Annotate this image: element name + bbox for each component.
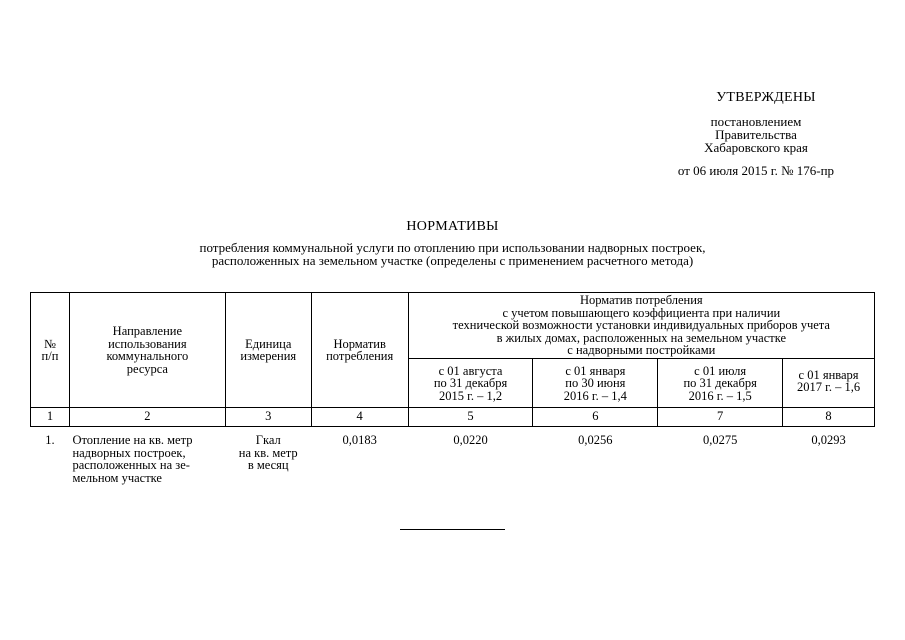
header-coef-line: технической возможности установки индивидуальных приборов учета <box>452 318 830 332</box>
period-line: по 31 декабря <box>683 376 757 390</box>
header-coef-line: с надворными постройками <box>567 343 716 357</box>
header-norm-line: Норматив <box>333 336 386 351</box>
row-direction-line: мельном участке <box>72 470 162 485</box>
footer-divider <box>400 529 505 530</box>
subtitle-line-1: потребления коммунальной услуги по отоплению при использовании надворных построек, <box>199 240 706 255</box>
row-value-2: 0,0256 <box>578 433 613 447</box>
column-number: 2 <box>69 408 225 427</box>
header-coef-line: с учетом повышающего коэффициента при наличии <box>502 305 781 320</box>
header-direction-line: коммунального <box>106 349 189 363</box>
row-unit-line: на кв. метр <box>238 445 298 460</box>
column-number: 5 <box>408 408 533 427</box>
header-direction-line: ресурса <box>126 361 168 376</box>
column-number: 6 <box>533 408 658 427</box>
period-line: 2017 г. – 1,6 <box>796 380 861 394</box>
row-unit-line: в месяц <box>247 458 289 472</box>
approval-line-1: постановлением <box>710 114 802 129</box>
period-line: с 01 января <box>798 367 859 382</box>
header-unit <box>225 293 311 408</box>
approval-line-3: Хабаровского края <box>704 140 808 155</box>
period-line: с 01 января <box>565 363 626 378</box>
header-norm-line: потребления <box>326 349 394 363</box>
header-direction <box>69 293 225 408</box>
header-coef-group <box>408 293 874 359</box>
column-number-row <box>31 408 875 427</box>
period-line: с 01 июля <box>694 363 747 378</box>
column-number: 4 <box>311 408 408 427</box>
column-number: 7 <box>658 408 783 427</box>
header-norm <box>311 293 408 408</box>
column-number: 3 <box>225 408 311 427</box>
header-row-1 <box>31 293 875 359</box>
period-line: по 31 декабря <box>433 376 508 390</box>
header-period-4 <box>783 358 875 408</box>
row-norm: 0,0183 <box>342 433 377 447</box>
row-direction-line: надворных построек, <box>72 445 186 460</box>
header-coef-line: Норматив потребления <box>579 293 703 307</box>
approval-heading: УТВЕРЖДЕНЫ <box>716 90 816 105</box>
row-value-4: 0,0293 <box>811 433 846 447</box>
column-number: 1 <box>31 408 70 427</box>
subtitle-line-2: расположенных на земельном участке (определены с применением расчетного метода) <box>211 253 694 268</box>
period-line: 2016 г. – 1,5 <box>688 388 752 403</box>
table-row <box>31 427 875 486</box>
period-line: 2016 г. – 1,4 <box>563 388 627 403</box>
header-num-line-1: № <box>44 336 56 351</box>
approval-line-2: Правительства <box>715 127 797 142</box>
header-num <box>31 293 70 408</box>
column-number: 8 <box>783 408 875 427</box>
header-unit-line: Единица <box>245 336 292 351</box>
row-number: 1. <box>45 433 55 447</box>
header-period-3 <box>658 358 783 408</box>
row-direction-line: расположенных на зе- <box>72 458 190 472</box>
document-title: НОРМАТИВЫ <box>406 219 499 234</box>
approval-date: от 06 июля 2015 г. № 176-пр <box>677 163 835 178</box>
header-period-1 <box>408 358 533 408</box>
period-line: с 01 августа <box>438 363 503 378</box>
header-num-line-2: п/п <box>41 349 59 363</box>
period-line: по 30 июня <box>565 376 626 390</box>
header-direction-line: Направление <box>112 324 183 338</box>
row-unit <box>225 427 311 486</box>
period-line: 2015 г. – 1,2 <box>439 388 503 403</box>
row-direction-line: Отопление на кв. метр <box>72 433 193 447</box>
row-value-1: 0,0220 <box>453 433 488 447</box>
approval-block <box>651 90 861 178</box>
document-subtitle <box>0 241 905 267</box>
header-unit-line: измерения <box>240 349 297 363</box>
row-value-3: 0,0275 <box>702 433 738 447</box>
header-coef-line: в жилых домах, расположенных на земельном участке <box>496 330 787 345</box>
row-unit-line: Гкал <box>255 433 281 447</box>
header-direction-line: использования <box>108 336 187 351</box>
header-period-2 <box>533 358 658 408</box>
row-direction <box>69 427 225 486</box>
norms-table <box>30 292 875 485</box>
